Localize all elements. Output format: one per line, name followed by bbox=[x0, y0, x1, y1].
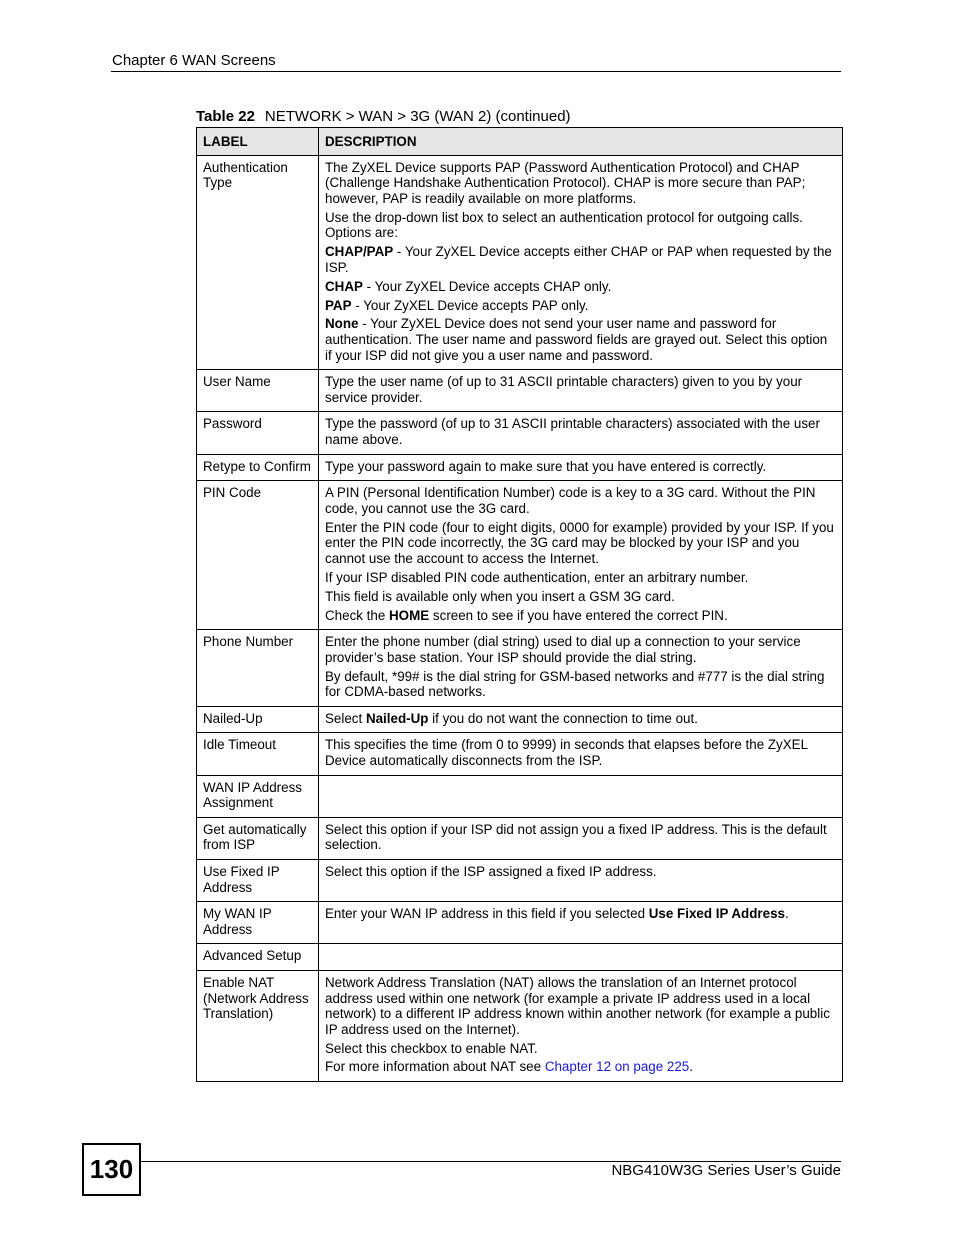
row-label: Use Fixed IP Address bbox=[197, 859, 319, 901]
table-row bbox=[197, 370, 843, 412]
bold-term: HOME bbox=[389, 607, 430, 623]
row-description bbox=[319, 454, 843, 481]
description-paragraph bbox=[325, 711, 836, 727]
description-text: Enter the PIN code (four to eight digits, 0000 for example) provided by your ISP. If you enter the PIN code incorrectly, the 3G card may be blocked by your ISP and you cannot use the account to access the Internet. bbox=[325, 519, 834, 566]
network-wan-3g-table bbox=[196, 127, 843, 1082]
row-label: WAN IP Address Assignment bbox=[197, 775, 319, 817]
description-text: By default, *99# is the dial string for GSM-based networks and #777 is the dial string for CDMA-based networks. bbox=[325, 668, 825, 700]
description-text: Select this option if the ISP assigned a fixed IP address. bbox=[325, 863, 657, 879]
table-row bbox=[197, 733, 843, 775]
row-description bbox=[319, 412, 843, 454]
row-label: Idle Timeout bbox=[197, 733, 319, 775]
row-description bbox=[319, 733, 843, 775]
description-text: - Your ZyXEL Device accepts either CHAP or PAP when requested by the ISP. bbox=[325, 244, 832, 275]
table-row bbox=[197, 970, 843, 1081]
bold-term: CHAP bbox=[325, 278, 363, 294]
page-number: 130 bbox=[82, 1143, 141, 1196]
table-row bbox=[197, 630, 843, 707]
table-row bbox=[197, 454, 843, 481]
row-description bbox=[319, 817, 843, 859]
row-description bbox=[319, 630, 843, 707]
description-paragraph bbox=[325, 822, 836, 853]
description-paragraph bbox=[325, 1059, 836, 1075]
description-text: Type the user name (of up to 31 ASCII printable characters) given to you by your service provider. bbox=[325, 374, 803, 405]
description-paragraph bbox=[325, 864, 836, 880]
description-paragraph bbox=[325, 210, 836, 241]
description-paragraph bbox=[325, 634, 836, 665]
table-row bbox=[197, 706, 843, 733]
description-paragraph bbox=[325, 279, 836, 295]
description-paragraph bbox=[325, 906, 836, 922]
description-paragraph bbox=[325, 669, 836, 700]
column-header-description: DESCRIPTION bbox=[319, 128, 843, 156]
row-label: Get automatically from ISP bbox=[197, 817, 319, 859]
table-row bbox=[197, 859, 843, 901]
description-text: Network Address Translation (NAT) allows the translation of an Internet protocol address used within one network (for example a private IP address used in a local network) to a different IP address known within another network (for example a public IP address used on the Internet). bbox=[325, 974, 830, 1037]
description-text: Check the bbox=[325, 607, 390, 623]
table-row bbox=[197, 944, 843, 971]
row-label: Authentication Type bbox=[197, 155, 319, 370]
bold-term: Use Fixed IP Address bbox=[648, 906, 785, 922]
description-text: This specifies the time (from 0 to 9999) in seconds that elapses before the ZyXEL Device automatically disconnects from the ISP. bbox=[325, 737, 808, 768]
row-description bbox=[319, 944, 843, 971]
description-paragraph bbox=[325, 244, 836, 275]
column-header-label: LABEL bbox=[197, 128, 319, 156]
table-row bbox=[197, 817, 843, 859]
description-paragraph bbox=[325, 570, 836, 586]
description-paragraph bbox=[325, 520, 836, 567]
row-description bbox=[319, 902, 843, 944]
description-paragraph bbox=[325, 589, 836, 605]
description-text: A PIN (Personal Identification Number) code is a key to a 3G card. Without the PIN code, you cannot use the 3G card. bbox=[325, 485, 816, 516]
row-label: Nailed-Up bbox=[197, 706, 319, 733]
chapter-header: Chapter 6 WAN Screens bbox=[112, 52, 276, 69]
row-description bbox=[319, 706, 843, 733]
description-paragraph bbox=[325, 316, 836, 363]
description-text: Type your password again to make sure that you have entered is correctly. bbox=[325, 458, 767, 474]
table-row bbox=[197, 902, 843, 944]
row-label: Password bbox=[197, 412, 319, 454]
row-description bbox=[319, 370, 843, 412]
description-text: Use the drop-down list box to select an authentication protocol for outgoing calls. Options are: bbox=[325, 209, 803, 241]
row-description bbox=[319, 155, 843, 370]
header-divider bbox=[111, 71, 841, 72]
description-text: If your ISP disabled PIN code authentication, enter an arbitrary number. bbox=[325, 569, 749, 585]
row-description bbox=[319, 970, 843, 1081]
table-row bbox=[197, 155, 843, 370]
table-header-row bbox=[197, 128, 843, 156]
bold-term: None bbox=[325, 316, 359, 332]
table-caption bbox=[196, 108, 571, 125]
description-text: Select this checkbox to enable NAT. bbox=[325, 1040, 538, 1056]
description-paragraph bbox=[325, 1041, 836, 1057]
description-text: - Your ZyXEL Device does not send your user name and password for authentication. The user name and password fields are grayed out. Select this option if your ISP did not give you a user name and password. bbox=[325, 316, 828, 363]
description-text: screen to see if you have entered the correct PIN. bbox=[429, 607, 728, 623]
guide-name: NBG410W3G Series User’s Guide bbox=[611, 1162, 841, 1179]
cross-reference-link[interactable]: Chapter 12 on page 225 bbox=[544, 1059, 690, 1075]
row-description bbox=[319, 859, 843, 901]
description-text: . bbox=[689, 1059, 693, 1075]
description-paragraph bbox=[325, 160, 836, 207]
description-text: . bbox=[784, 906, 789, 922]
description-text: - Your ZyXEL Device accepts PAP only. bbox=[351, 297, 589, 313]
row-description bbox=[319, 775, 843, 817]
row-label: PIN Code bbox=[197, 481, 319, 630]
table-caption-text: NETWORK > WAN > 3G (WAN 2) (continued) bbox=[264, 108, 571, 125]
table-row bbox=[197, 481, 843, 630]
bold-term: CHAP/PAP bbox=[325, 244, 394, 260]
description-text: The ZyXEL Device supports PAP (Password Authentication Protocol) and CHAP (Challenge Handshake Authentication Protocol). CHAP is more secure than PAP; however, PAP is readily available on more platforms. bbox=[325, 159, 806, 206]
row-label: My WAN IP Address bbox=[197, 902, 319, 944]
description-text: - Your ZyXEL Device accepts CHAP only. bbox=[362, 278, 612, 294]
row-label: Enable NAT (Network Address Translation) bbox=[197, 970, 319, 1081]
description-text: Select this option if your ISP did not assign you a fixed IP address. This is the default selection. bbox=[325, 821, 827, 853]
description-paragraph bbox=[325, 608, 836, 624]
description-paragraph bbox=[325, 298, 836, 314]
bold-term: PAP bbox=[325, 297, 352, 313]
description-text: For more information about NAT see bbox=[325, 1059, 545, 1075]
description-text: This field is available only when you insert a GSM 3G card. bbox=[325, 588, 675, 604]
row-description bbox=[319, 481, 843, 630]
row-label: User Name bbox=[197, 370, 319, 412]
description-paragraph bbox=[325, 416, 836, 447]
row-label: Phone Number bbox=[197, 630, 319, 707]
description-paragraph bbox=[325, 374, 836, 405]
description-text: Enter your WAN IP address in this field if you selected bbox=[325, 906, 649, 922]
description-paragraph bbox=[325, 737, 836, 768]
description-text: if you do not want the connection to time out. bbox=[428, 710, 698, 726]
description-paragraph bbox=[325, 459, 836, 475]
bold-term: Nailed-Up bbox=[365, 710, 429, 726]
table-row bbox=[197, 775, 843, 817]
table-row bbox=[197, 412, 843, 454]
table-caption-number: Table 22 bbox=[196, 108, 255, 125]
row-label: Retype to Confirm bbox=[197, 454, 319, 481]
row-label: Advanced Setup bbox=[197, 944, 319, 971]
description-text: Type the password (of up to 31 ASCII printable characters) associated with the user name above. bbox=[325, 416, 820, 447]
table-body bbox=[197, 155, 843, 1081]
description-text: Select bbox=[325, 710, 366, 726]
description-text: Enter the phone number (dial string) used to dial up a connection to your service provider’s base station. Your ISP should provide the dial string. bbox=[325, 634, 801, 665]
description-paragraph bbox=[325, 975, 836, 1037]
description-paragraph bbox=[325, 485, 836, 516]
